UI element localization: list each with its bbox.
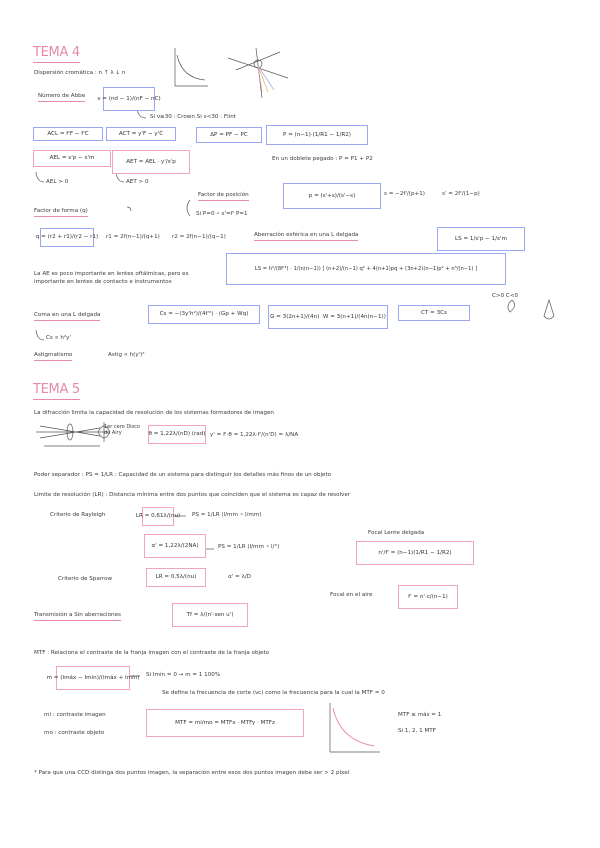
mo-text: mo : contraste objeto [44, 730, 105, 736]
abbe-note: Si ν≥30 : Crown Si ν<30 : Flint [150, 114, 236, 120]
mi-text: mi : contraste imagen [44, 712, 106, 718]
big-aberr-box: LS = h²/(8f'³) · 1/(n(n−1)) [ (n+2)/(n−1) q² + 4(n+1)pq + (3n+2)(n−1)p² + n³/(n−1) ] [226, 253, 506, 285]
sparrow-note: PS = 1/LR (l/mm ∘ l/°) [218, 544, 280, 550]
r2-eq: r2 = 2f(n−1)/(q−1) [172, 234, 226, 240]
coma-label: Coma en una L delgada [34, 312, 100, 321]
mtf-text: MTF : Relaciona el contraste de la franja imagen con el contraste de la franja objeto [34, 650, 270, 656]
q-formula-box: q = (r2 + r1)/(r2 − r1) [40, 228, 94, 247]
w-eq: W = 3(n+1)/(4n(n−1)) [322, 313, 386, 320]
tema4-title: TEMA 4 [33, 45, 80, 63]
transm-box: Tf = λ/(n'·sen u') [172, 603, 248, 627]
act-box: ACT = y'F − y'C [106, 127, 176, 141]
ael-box: AEL = s'p − s'm [33, 150, 111, 167]
acl-box: ACL = f'F − f'C [33, 127, 103, 141]
ael-arrow-text: AEL > 0 [46, 179, 69, 185]
sparrow-top-box: α' = 1,22λ/(2NA) [144, 534, 206, 558]
coma-box: Cs = −(3y'h²)/(4f'²) · (Gp + Wq) [148, 305, 260, 324]
intro-text: La difracción limita la capacidad de resolución de los sistemas formadores de imagen [34, 410, 274, 416]
focal-box: n'/f' = (n−1)(1/R1 − 1/R2) [356, 541, 474, 565]
delta-p-box: ΔP = PF − PC [196, 127, 262, 143]
ct-box: CT = 3Cs [398, 305, 470, 321]
focal-label: Focal Lente delgada [368, 530, 425, 536]
poder-text: Poder separador : PS = 1/LR : Capacidad de un sistema para distinguir los detalles más finos de un objeto [34, 472, 332, 478]
airy-box: θ = 1,22λ/(nD) (rad) [148, 425, 206, 444]
sparrow-ang: α' = λ/D [228, 574, 251, 580]
potencia-box: P = (n−1)·(1/R1 − 1/R2) [266, 125, 368, 145]
aet-arrow-text: AET > 0 [126, 179, 149, 185]
focal-aire-box: f' = n'·c/(n−1) [398, 585, 458, 609]
mtf-arrow-text: Si Imín = 0 → m = 1 100% [146, 672, 221, 678]
pos-note: Si P=0 ∘ s'=f' P=1 [196, 211, 248, 217]
abbe-label: Número de Abbe [38, 93, 85, 102]
mtf-side1: MTF ≤ más = 1 [398, 712, 442, 718]
sparrow-label: Criterio de Sparrow [58, 576, 113, 582]
sparrow-box: LR = 0,5λ/(nu) [146, 568, 206, 587]
ls-box: LS = 1/s'p − 1/s'm [437, 227, 525, 251]
limite-text: Límite de resolución (LR) : Distancia mínima entre dos puntos que coinciden que el sistema es capaz de resolver [34, 492, 351, 498]
s-eq: s = −2f'/(p+1) [384, 191, 425, 197]
g-eq: G = 3(2n+1)/(4n) [270, 313, 320, 320]
astig-label: Astigmatismo [34, 352, 72, 361]
mtf-eq-box: MTF = mi/mo = MTFx · MTFy · MTFz [146, 709, 304, 737]
doblete-text: En un doblete pegado : P = P1 + P2 [272, 156, 373, 162]
abbe-formula-box: ν = (nd − 1)/(nF − nC) [103, 87, 155, 111]
astig-eq: Astig ∝ h(y')² [108, 352, 145, 358]
ae-note: La AE es poco importante en lentes oftálmicas, pero es importante en lentes de contacto e instrumentos [34, 271, 189, 286]
p-formula-box: p = (s'+s)/(s'−s) [283, 183, 381, 209]
forma-label: Factor de forma (q) [34, 208, 88, 217]
dispersion-text: Dispersión cromática : n ↑ λ ↓ n [34, 70, 126, 76]
mtf-side2: Si 1, 2, 1 MTF [398, 728, 436, 734]
posicion-label: Factor de posición [198, 192, 249, 201]
aberr-label: Aberración esférica en una L delgada [254, 232, 358, 241]
mtf-def: Se define la frecuencia de corte (νc) como la frecuencia para la cual la MTF = 0 [162, 690, 385, 696]
mtf-box: m = (Imáx − Imín)/(Imáx + Imín) [56, 666, 130, 690]
r1-eq: r1 = 2f(n−1)/(q+1) [106, 234, 160, 240]
aet-box: AET = AEL · y'/s'p [112, 150, 190, 174]
transm-label: Transmisión a Sin aberraciones [34, 612, 121, 621]
rayleigh-box: LR = 0,61λ/(nu) [142, 507, 174, 526]
coma-sign-text: C>0 C<0 [492, 293, 519, 299]
s2-eq: s' = 2f'/(1−p) [442, 191, 480, 197]
airy-label: 1er cero Disco de Airy [104, 424, 140, 436]
airy-eq2: y' = f'·θ = 1,22λ·f'/(n'D) = λ/NA [210, 432, 299, 438]
rayleigh-label: Criterio de Rayleigh [50, 512, 106, 518]
coma-sub: Cs ∝ h²y' [46, 335, 72, 341]
focal-aire-label: Focal en el aire [330, 592, 373, 598]
rayleigh-note: PS = 1/LR (l/mm ∘ l/mm) [192, 512, 262, 518]
tema5-title: TEMA 5 [33, 382, 80, 400]
footnote: * Para que una CCD distinga dos puntos imagen, la separación entre esos dos puntos imagen debe ser > 2 píxel [34, 770, 350, 776]
